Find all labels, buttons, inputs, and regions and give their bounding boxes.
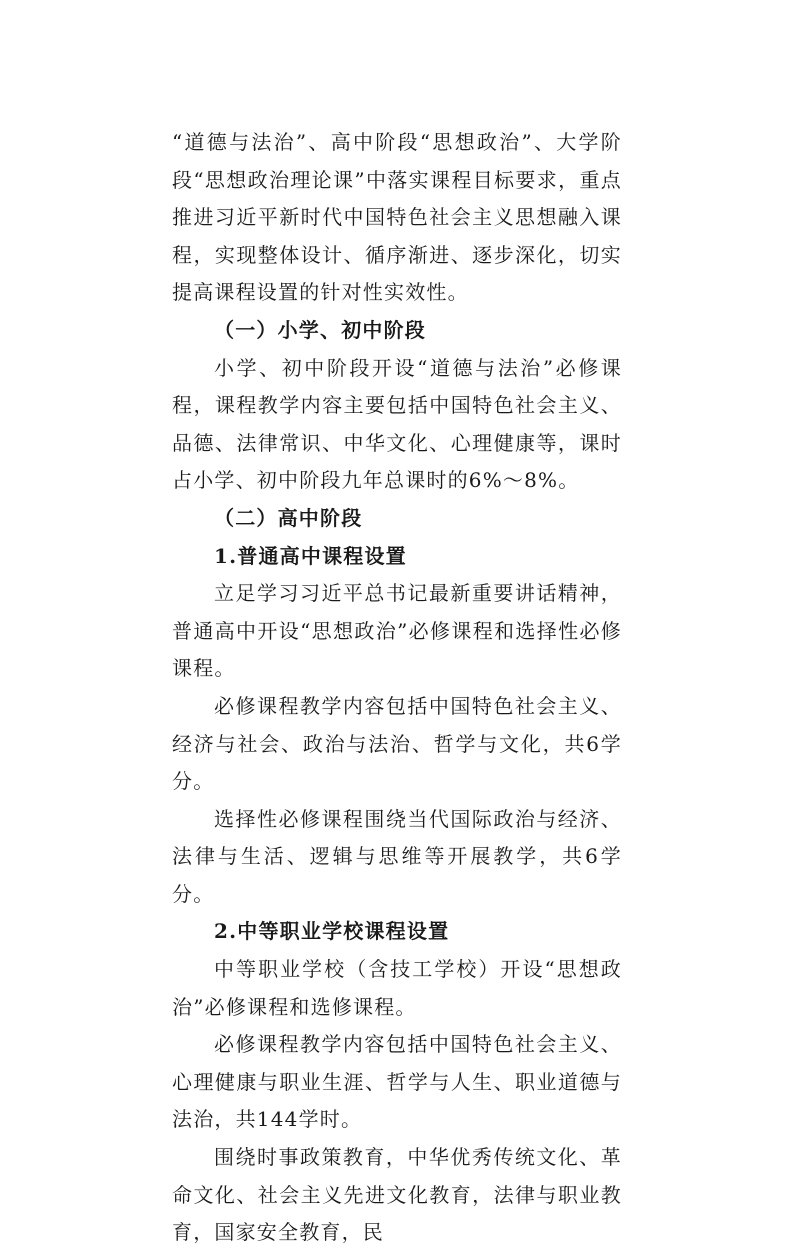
- section-heading-high-school: （二）高中阶段: [214, 505, 363, 530]
- paragraph-primary-junior: 小学、初中阶段开设“道德与法治”必修课程，课程教学内容主要包括中国特色社会主义、品德、法律常识、中华文化、心理健康等，课时占小学、初中阶段九年总课时的6%～8%。: [172, 355, 622, 493]
- subheading-vocational-school: 2.中等职业学校课程设置: [214, 919, 450, 944]
- body-text: [172, 124, 622, 1252]
- paragraph-vocational-compulsory: 必修课程教学内容包括中国特色社会主义、心理健康与职业生涯、哲学与人生、职业道德与法治，共144学时。: [172, 1032, 622, 1132]
- paragraph-intro: “道德与法治”、高中阶段“思想政治”、大学阶段“思想政治理论课”中落实课程目标要求，重点推进习近平新时代中国特色社会主义思想融入课程，实现整体设计、循序渐进、逐步深化，切实提高课程设置的针对性实效性。: [172, 130, 622, 305]
- section-heading-primary-junior: （一）小学、初中阶段: [214, 317, 426, 342]
- paragraph-vocational-school: 中等职业学校（含技工学校）开设“思想政治”必修课程和选修课程。: [172, 957, 622, 1019]
- paragraph-compulsory-courses: 必修课程教学内容包括中国特色社会主义、经济与社会、政治与法治、哲学与文化，共6学分。: [172, 693, 622, 794]
- paragraph-vocational-topics: 围绕时事政策教育，中华优秀传统文化、革命文化、社会主义先进文化教育，法律与职业教育，国家安全教育，民: [172, 1145, 622, 1245]
- paragraph-general-high-school: 立足学习习近平总书记最新重要讲话精神，普通高中开设“思想政治”必修课程和选择性必修课程。: [172, 581, 622, 681]
- paragraph-elective-courses: 选择性必修课程围绕当代国际政治与经济、法律与生活、逻辑与思维等开展教学，共6学分。: [172, 806, 622, 906]
- subheading-general-high-school: 1.普通高中课程设置: [214, 543, 407, 568]
